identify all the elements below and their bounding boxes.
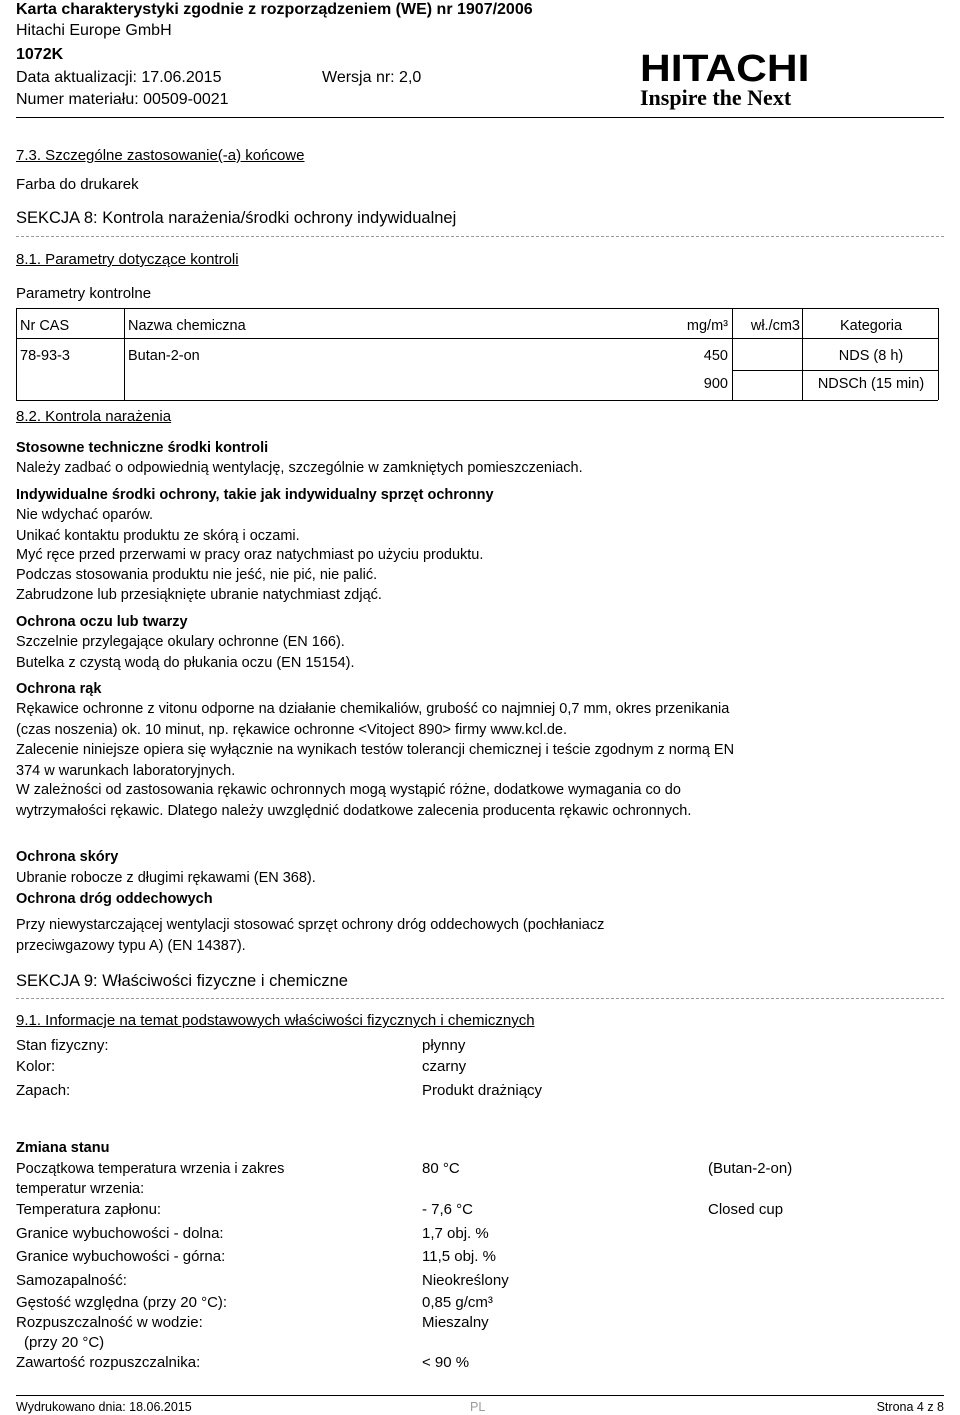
section-9-dashed-rule [16,998,944,999]
update-date: Data aktualizacji: 17.06.2015 [16,69,222,86]
property-label: Granice wybuchowości - dolna: [16,1225,224,1242]
version-number: Wersja nr: 2,0 [322,69,422,86]
table-row-rule [732,370,938,371]
th-name: Nazwa chemiczna [128,318,246,334]
table-col-divider [16,308,17,400]
property-label: Początkowa temperatura wrzenia i zakres temperatur wrzenia: [16,1161,285,1197]
skin-protection-heading: Ochrona skóry [16,849,119,865]
property-value: 11,5 obj. % [422,1248,496,1265]
eye-protection-line: Butelka z czystą wodą do płukania oczu (EN 15154). [16,655,355,671]
section-7-3-heading: 7.3. Szczególne zastosowanie(-a) końcowe [16,147,305,164]
respiratory-protection-text: Przy niewystarczającej wentylacji stosować sprzęt ochrony dróg oddechowych (pochłaniacz przeciwgazowy typu A) (EN 14387). [16,917,605,954]
section-7-3-text: Farba do drukarek [16,176,139,193]
property-label: Samozapalność: [16,1272,127,1289]
hand-protection-paragraph: Zalecenie niniejsze opiera się wyłącznie na wynikach testów tolerancji chemicznej i teście zgodnym z normą EN 374 w warunkach laboratoryjnych. [16,742,735,779]
ppe-line: Nie wdychać oparów. [16,507,154,523]
property-label: Temperatura zapłonu: [16,1201,162,1218]
printed-date: Wydrukowano dnia: 18.06.2015 [16,1400,192,1414]
tech-controls-heading: Stosowne techniczne środki kontroli [16,440,269,456]
property-value: 1,7 obj. % [422,1225,489,1242]
hand-protection-heading: Ochrona rąk [16,681,102,697]
property-value: 0,85 g/cm³ [422,1294,493,1311]
respiratory-protection-heading: Ochrona dróg oddechowych [16,891,213,907]
property-label: Zawartość rozpuszczalnika: [16,1354,201,1371]
property-value: 80 °C [422,1160,460,1177]
section-8-dashed-rule [16,236,944,237]
section-8-1-heading: 8.1. Parametry dotyczące kontroli [16,251,239,268]
property-label: Kolor: [16,1058,56,1075]
th-wlcm3: wł./cm3 [750,318,800,334]
property-note: Closed cup [708,1201,784,1218]
table-col-divider [124,308,125,400]
property-label: Zapach: [16,1082,71,1099]
property-value: < 90 % [422,1354,470,1371]
ppe-heading: Indywidualne środki ochrony, takie jak indywidualny sprzęt ochronny [16,487,494,503]
state-change-heading: Zmiana stanu [16,1140,110,1156]
eye-protection-line: Szczelnie przylegające okulary ochronne (EN 166). [16,634,345,650]
property-note: (Butan-2-on) [708,1160,793,1177]
material-number: Numer materiału: 00509-0021 [16,91,229,108]
logo-tagline: Inspire the Next [640,85,792,110]
table-row-mg-2: 900 [703,376,728,392]
hand-protection-paragraph: W zależności od zastosowania rękawic ochronnych mogą wystąpić różne, dodatkowe wymagania co do wytrzymałości rękawic. Dlatego należy uwzględnić dodatkowe zalecenia producenta rękawic ochronnych. [16,782,692,819]
ppe-line: Unikać kontaktu produktu ze skórą i oczami. [16,528,300,544]
control-params-label: Parametry kontrolne [16,285,152,302]
property-value: Nieokreślony [422,1272,509,1289]
table-row-name: Butan-2-on [128,348,200,364]
eye-protection-heading: Ochrona oczu lub twarzy [16,614,188,630]
hand-protection-paragraph: Rękawice ochronne z vitonu odporne na działanie chemikaliów, grubość co najmniej 0,7 mm, okres przenikania (czas noszenia) ok. 10 minut, np. rękawice ochronne <Vitoject 890> firmy www.kcl.de. [16,701,730,738]
page-number: Strona 4 z 8 [876,1400,944,1414]
ppe-line: Zabrudzone lub przesiąknięte ubranie natychmiast zdjąć. [16,587,382,603]
table-top-rule [16,308,938,309]
skin-protection-text: Ubranie robocze z długimi rękawami (EN 368). [16,870,316,886]
property-label-sub: (przy 20 °C) [24,1334,105,1351]
section-9-1-heading: 9.1. Informacje na temat podstawowych właściwości fizycznych i chemicznych [16,1012,535,1029]
property-value: płynny [422,1037,466,1054]
language-code: PL [470,1400,486,1414]
ppe-line: Podczas stosowania produktu nie jeść, nie pić, nie palić. [16,567,378,583]
property-value: czarny [422,1058,467,1075]
table-bottom-rule [16,400,938,401]
table-row-mg: 450 [703,348,728,364]
th-mgm3: mg/m³ [686,318,728,334]
property-label: Granice wybuchowości - górna: [16,1248,226,1265]
table-row-category: NDS (8 h) [838,348,904,364]
logo-wordmark: HITACHI [640,48,810,90]
document-title: Karta charakterystyki zgodnie z rozporządzeniem (WE) nr 1907/2006 [16,1,533,18]
ppe-line: Myć ręce przed przerwami w pracy oraz natychmiast po użyciu produktu. [16,547,484,563]
table-row-cas: 78-93-3 [20,348,70,364]
table-col-divider [938,308,939,400]
table-col-divider [732,308,733,400]
footer-rule [16,1395,944,1396]
table-header-rule [16,338,938,339]
header-rule [16,117,944,118]
section-8-heading: SEKCJA 8: Kontrola narażenia/środki ochrony indywidualnej [16,209,457,227]
hitachi-logo [640,50,850,110]
property-value: Produkt drażniący [422,1082,543,1099]
property-label: Rozpuszczalność w wodzie: [16,1314,203,1331]
product-code: 1072K [16,46,64,63]
company-name: Hitachi Europe GmbH [16,22,172,39]
th-category: Kategoria [839,318,903,334]
table-col-divider [802,308,803,400]
section-8-2-heading: 8.2. Kontrola narażenia [16,408,172,425]
table-row-category-2: NDSCh (15 min) [817,376,925,392]
property-label: Gęstość względna (przy 20 °C): [16,1294,228,1311]
tech-controls-text: Należy zadbać o odpowiednią wentylację, szczególnie w zamkniętych pomieszczeniach. [16,460,583,476]
property-value: Mieszalny [422,1314,489,1331]
property-value: - 7,6 °C [422,1201,474,1218]
section-9-heading: SEKCJA 9: Właściwości fizyczne i chemiczne [16,972,348,990]
th-cas: Nr CAS [20,318,70,334]
property-label: Stan fizyczny: [16,1037,109,1054]
